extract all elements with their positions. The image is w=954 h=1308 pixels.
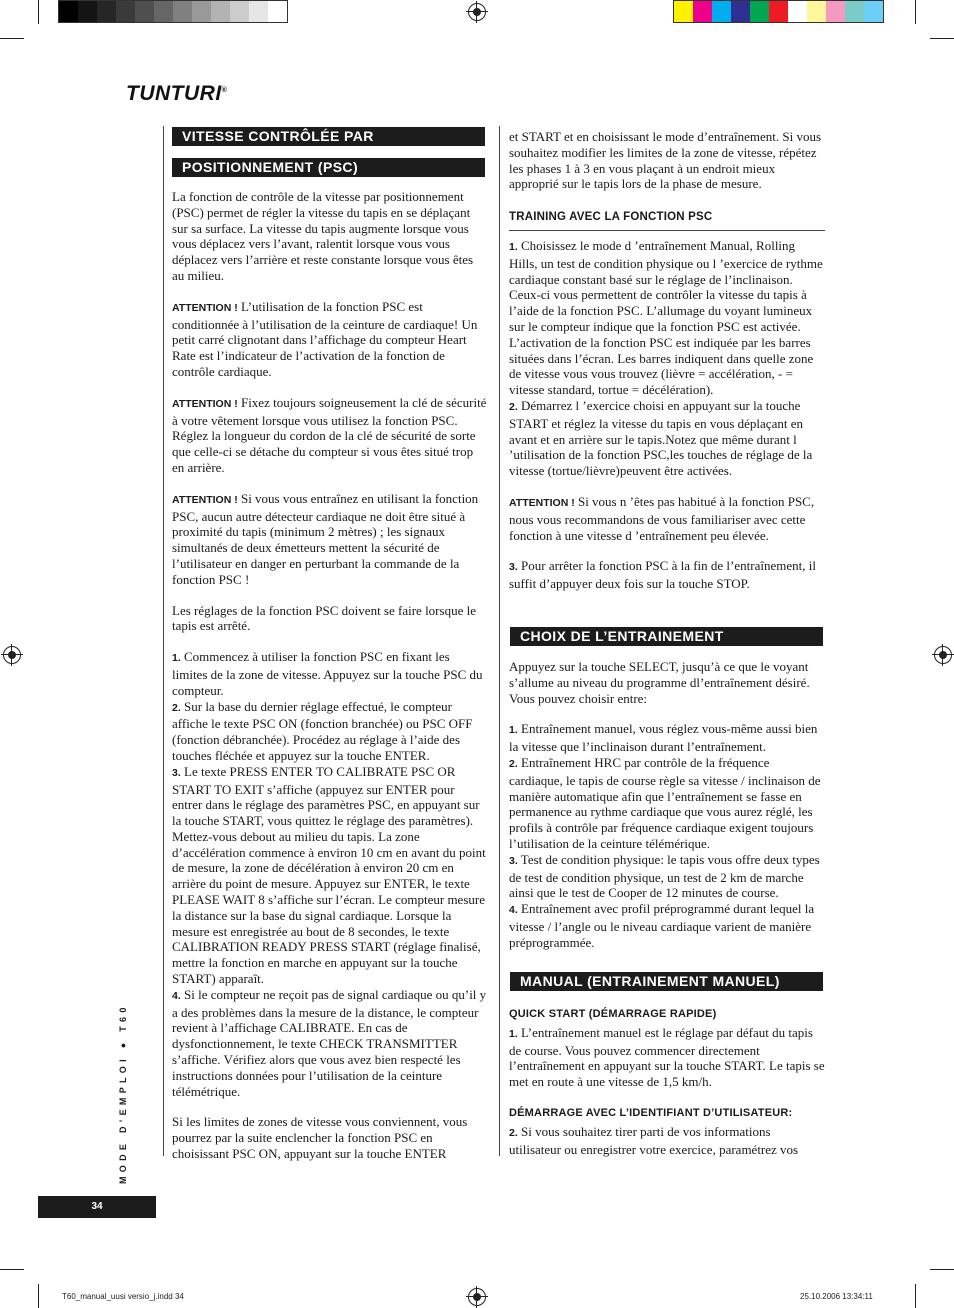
crop-mark <box>38 1284 39 1308</box>
color-swatch <box>826 1 845 22</box>
attention-paragraph: ATTENTION ! L’utilisation de la fonction PSC est conditionnée à l’utilisation de la ceinture de cardiaque! Un petit carré clignotant dans l’affichage du compteur Heart Rate est l’indicateur de l’activation de la fonction de contrôle cardiaque. <box>172 298 478 379</box>
step-item: 2. Sur la base du dernier réglage effectué, le compteur affiche le texte PSC ON (fonction branchée) ou PSC OFF (fonction débranchée). Procédez au réglage à l’aide des touches fléchée et appuyez sur la touche ENTER. <box>172 698 473 763</box>
step-item: 1. Commencez à utiliser la fonction PSC en fixant les limites de la zone de vitesse. Appuyez sur la touche PSC du compteur. <box>172 649 483 698</box>
color-swatch <box>674 1 693 22</box>
subheading-quick-start: QUICK START (DÉMARRAGE RAPIDE) <box>509 1008 717 1020</box>
registration-mark-icon <box>468 1288 486 1306</box>
step-item: 2. Démarrez l ’exercice choisi en appuyant sur la touche START et réglez la vitesse du tapis en vous déplaçant en avant et en arrière sur le tapis.Notez que même durant l ’utilisation de la fonction PSC,les touches de réglage de la vitesse (tortue/lièvre)peuvent être activées. <box>509 397 813 479</box>
step-item: 3. Pour arrêter la fonction PSC à la fin de l’entraînement, il suffit d’appuyer deux fois sur la touche STOP. <box>509 558 816 592</box>
attention-paragraph: ATTENTION ! Si vous n ’êtes pas habitué à la fonction PSC, nous vous recommandons de vous familiariser avec cette fonction à une vitesse d ’entraînement peu élevée. <box>509 493 815 543</box>
color-swatch <box>78 1 97 22</box>
crop-mark <box>915 1284 916 1308</box>
color-swatch <box>731 1 750 22</box>
subheading-training-psc: TRAINING AVEC LA FONCTION PSC <box>509 210 825 231</box>
footer-date: 25.10.2006 13:34:11 <box>800 1292 873 1301</box>
heading-choix: CHOIX DE L’ENTRAINEMENT <box>510 627 823 646</box>
color-swatch <box>59 1 78 22</box>
choix-intro: Appuyez sur la touche SELECT, jusqu’à ce que le voyant s’allume au niveau du programme dl’entraînement désiré. Vous pouvez choisir entre: <box>509 659 810 706</box>
color-swatch <box>211 1 230 22</box>
color-swatch <box>807 1 826 22</box>
heading-psc-2: POSITIONNEMENT (PSC) <box>172 158 485 177</box>
tunturi-logo: TUNTURI® <box>126 82 228 105</box>
step-item: 1. Choisissez le mode d ’entraînement Manual, Rolling Hills, un test de condition physique ou l ’exercice de rythme cardiaque constant basé sur le réglage de l’inclinaison. Ceux-ci vous permettent de contrôler la vitesse du tapis à l’aide de la fonction PSC. L’allumage du voyant lumineux sur le compteur indique que la fonction PSC est activée. L’activation de la fonction PSC est indiquée par les barres situées dans l’écran. Les barres indiquent dans quelle zone de vitesse vous vous trouvez (lièvre = accélération, - = vitesse standard, tortue = décélération). <box>509 237 823 398</box>
settings-paragraph: Les réglages de la fonction PSC doivent se faire lorsque le tapis est arrêté. <box>172 602 476 634</box>
color-swatch <box>268 1 287 22</box>
color-swatch <box>864 1 883 22</box>
color-swatch <box>173 1 192 22</box>
color-swatch <box>769 1 788 22</box>
list-item: 2. Entraînement HRC par contrôle de la fréquence cardiaque, le tapis de course règle sa vitesse / inclinaison de manière automatique afin que l’entraînement se fasse en permanence au rythme cardiaque que vous aurez réglé, les profils à contrôle par fréquence cardiaque exigent toujours l’utilisation de la ceinture télémérique. <box>509 754 821 851</box>
color-swatch <box>693 1 712 22</box>
process-color-bar <box>673 0 884 23</box>
color-swatch <box>97 1 116 22</box>
color-swatch <box>116 1 135 22</box>
crop-mark <box>38 0 39 24</box>
page-number: 34 <box>38 1196 156 1218</box>
step-item: 4. Si le compteur ne reçoit pas de signal cardiaque ou qu’il y a des problèmes dans la mesure de la distance, le compteur revient à l’affichage CALIBRATE. En cas de dysfonctionnement, le texte CHECK TRANSMITTER s’affiche. Vérifiez alors que vous avez bien respecté les instructions données pour l’utilisation de la ceinture télémétrique. <box>172 986 487 1099</box>
closing-paragraph: Si les limites de zones de vitesse vous conviennent, vous pourrez par la suite enclencher la fonction PSC en choisissant PSC ON, appuyant sur la touche ENTER <box>172 1114 468 1162</box>
side-label: MODE D’EMPLOI ● T60 <box>118 1003 128 1184</box>
grayscale-color-bar <box>58 0 288 23</box>
color-swatch <box>154 1 173 22</box>
right-column-top <box>509 129 825 592</box>
heading-manual: MANUAL (ENTRAINEMENT MANUEL) <box>510 972 823 991</box>
column-divider <box>499 126 500 1156</box>
right-column-middle <box>509 659 825 951</box>
registration-mark-icon <box>468 3 486 21</box>
left-column-text <box>172 189 487 1162</box>
step-item: 2. Si vous souhaitez tirer parti de vos informations utilisateur ou enregistrer votre exercice, paramétrez vos <box>509 1123 799 1157</box>
crop-mark <box>930 38 954 39</box>
step-item: 3. Le texte PRESS ENTER TO CALIBRATE PSC OR START TO EXIT s’affiche (appuyez sur ENTER pour entrer dans le réglage des paramètres PSC, en appuyant sur la touche START, vous quittez le réglage des paramètres). Mettez-vous debout au milieu du tapis. La zone d’accélération commence à environ 10 cm en avant du point de mesure, la zone de décélération à environ 20 cm en arrière du point de mesure. Appuyez sur ENTER, le texte PLEASE WAIT 8 s’affiche sur l’écran. Le compteur mesure la distance sur la base du signal cardiaque. Lorsque la mesure est enregistrée au bout de 8 secondes, le texte CALIBRATION READY PRESS START (réglage finalisé, mettre la fonction en marche en appuyant sur la touche START) apparaît. <box>172 763 486 987</box>
continued-paragraph: et START et en choisissant le mode d’entraînement. Si vous souhaitez modifier les limites de la zone de vitesse, répétez les phases 1 à 3 en vous plaçant à un endroit mieux approprié sur le tapis lors de la phase de mesure. <box>509 129 822 192</box>
list-item: 1. Entraînement manuel, vous réglez vous-même aussi bien la vitesse que l’inclinaison durant l’entraînement. <box>509 721 818 755</box>
crop-mark <box>0 38 24 39</box>
subheading-user-id: DÉMARRAGE AVEC L’IDENTIFIANT D’UTILISATEUR: <box>509 1106 793 1119</box>
color-swatch <box>750 1 769 22</box>
crop-mark <box>0 1269 24 1270</box>
color-swatch <box>249 1 268 22</box>
list-item: 3. Test de condition physique: le tapis vous offre deux types de test de condition physique, un test de 2 km de marche ainsi que le test de Cooper de 12 minutes de course. <box>509 851 820 901</box>
color-swatch <box>135 1 154 22</box>
attention-paragraph: ATTENTION ! Fixez toujours soigneusement la clé de sécurité à votre vêtement lorsque vous utilisez la fonction PSC. Réglez la longueur du cordon de la clé de sécurité de sorte que celle-ci se détache du compteur si vous êtes situé trop en arrière. <box>172 394 487 475</box>
color-swatch <box>192 1 211 22</box>
right-column-bottom <box>509 1007 825 1157</box>
attention-paragraph: ATTENTION ! Si vous vous entraînez en utilisant la fonction PSC, aucun autre détecteur cardiaque ne doit être situé à proximité du tapis (minimum 2 mètres) ; les signaux simultanés de deux émetteurs mettent la sécurité de l’utilisateur en danger en perturbant la commande de la fonction PSC ! <box>172 490 479 587</box>
crop-mark <box>915 0 916 24</box>
list-item: 4. Entraînement avec profil préprogrammé durant lequel la vitesse / l’angle ou le niveau cardiaque varient de manière préprogrammée. <box>509 901 815 950</box>
step-item: 1. L’entraînement manuel est le réglage par défaut du tapis de course. Vous pouvez commencer directement l’entraînement en appuyant sur la touche START. Le tapis se met en route à une vitesse de 1,5 km/h. <box>509 1024 825 1090</box>
heading-psc-1: VITESSE CONTRÔLÉE PAR <box>172 127 485 146</box>
crop-mark <box>930 1269 954 1270</box>
footer-file: T60_manual_uusi versio_j.indd 34 <box>62 1292 184 1301</box>
color-swatch <box>712 1 731 22</box>
color-swatch <box>230 1 249 22</box>
registration-mark-icon <box>934 646 952 664</box>
column-divider <box>163 126 164 1156</box>
registration-mark-icon <box>3 646 21 664</box>
color-swatch <box>845 1 864 22</box>
color-swatch <box>788 1 807 22</box>
intro-paragraph: La fonction de contrôle de la vitesse par positionnement (PSC) permet de régler la vitesse du tapis en se déplaçant sur sa surface. La vitesse du tapis augmente lorsque vous vous déplacez vers l’avant, ralentit lorsque vous vous déplacez vers l’arrière et reste constante lorsque vous êtes au milieu. <box>172 189 474 283</box>
